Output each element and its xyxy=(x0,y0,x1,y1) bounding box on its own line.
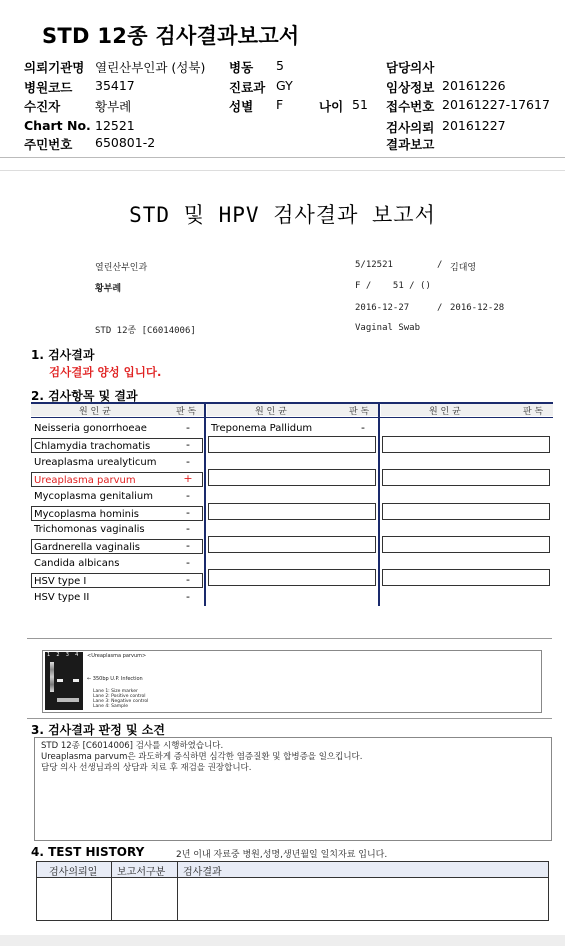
pathogen-name: Gardnerella vaginalis xyxy=(31,539,203,554)
pathogen-judge: - xyxy=(186,556,190,569)
patient-value: 황부례 xyxy=(95,99,132,114)
specimen: Vaginal Swab xyxy=(355,323,421,333)
col3-judge-header: 판 독 xyxy=(523,407,544,417)
chart-value: 12521 xyxy=(95,118,135,133)
positive-result-text: 검사결과 양성 입니다. xyxy=(49,365,162,379)
opinion-line-3: 담당 의사 선생님과의 상담과 치료 후 재검을 권장합니다. xyxy=(41,763,252,773)
section-3-title: 3. 검사결과 판정 및 소견 xyxy=(31,723,165,737)
clinical-value: 20161226 xyxy=(442,78,506,93)
clinic-name: 열린산부인과 xyxy=(95,263,148,273)
pathogen-judge: - xyxy=(186,573,190,586)
test-code: STD 12종 [C6014006] xyxy=(95,326,196,336)
receipt-value: 20161227-17617 xyxy=(442,97,550,112)
slash-1: / xyxy=(437,260,443,270)
gel-top-rule xyxy=(27,638,552,639)
requested-label: 검사의뢰 xyxy=(386,120,435,135)
table-header-col1 xyxy=(31,404,205,416)
slash-2: / xyxy=(437,303,443,313)
gel-legend-3: Lane 3: Negative control xyxy=(93,699,149,704)
sex-value: F xyxy=(276,97,284,112)
history-col-report-type: 보고서구분 xyxy=(117,867,166,878)
pathogen-name: Ureaplasma parvum xyxy=(31,472,203,487)
empty-result-box xyxy=(208,436,376,453)
date-received: 2016-12-27 xyxy=(355,303,410,313)
history-note: 2년 이내 자료중 병원,성명,생년월일 일치자료 입니다. xyxy=(176,850,388,860)
pathogen-name: HSV type II xyxy=(34,592,90,603)
doctor-label: 담당의사 xyxy=(386,60,435,75)
col1-pathogen-header: 원 인 균 xyxy=(79,407,111,417)
empty-result-box xyxy=(208,536,376,553)
report-title: STD 12종 검사결과보고서 xyxy=(42,24,300,48)
history-col-result: 검사결과 xyxy=(183,867,222,878)
pathogen-judge: - xyxy=(186,421,190,434)
opinion-line-1: STD 12종 [C6014006] 검사를 시행하였습니다. xyxy=(41,741,224,751)
pathogen-name: Mycoplasma hominis xyxy=(31,506,203,521)
empty-result-box xyxy=(382,436,550,453)
pathogen-name: Mycoplasma genitalium xyxy=(34,491,153,502)
history-col-divider-2 xyxy=(177,862,178,920)
empty-result-box xyxy=(382,569,550,586)
pathogen-name: HSV type I xyxy=(31,573,203,588)
rrn-label: 주민번호 xyxy=(24,137,73,152)
col2-pathogen-header: 원 인 균 xyxy=(255,407,287,417)
history-header xyxy=(37,862,548,878)
pathogen-name: Candida albicans xyxy=(34,558,120,569)
hospital-code-label: 병원코드 xyxy=(24,80,73,95)
pathogen-judge: - xyxy=(186,438,190,451)
gel-picture xyxy=(45,652,83,710)
col3-pathogen-header: 원 인 균 xyxy=(429,407,461,417)
section-2-title: 2. 검사항목 및 결과 xyxy=(31,389,138,403)
date-reported: 2016-12-28 xyxy=(450,303,505,313)
pathogen-judge: - xyxy=(186,455,190,468)
table-header-col2 xyxy=(207,404,379,416)
empty-result-box xyxy=(208,469,376,486)
marker-ladder xyxy=(50,662,54,692)
patient-label: 수진자 xyxy=(24,99,61,114)
history-col-request-date: 검사의뢰일 xyxy=(49,867,98,878)
gel-legend-2: Lane 2: Positive control xyxy=(93,694,146,699)
dept-label: 진료과 xyxy=(229,80,266,95)
age-value: 51 xyxy=(352,97,368,112)
primer-dimer xyxy=(57,698,79,702)
receipt-label: 접수번호 xyxy=(386,99,435,114)
header-divider-2 xyxy=(0,170,565,171)
doctor-name: 김대영 xyxy=(450,263,477,273)
dept-value: GY xyxy=(276,78,293,93)
section-1-title: 1. 검사결과 xyxy=(31,348,95,362)
col1-judge-header: 판 독 xyxy=(176,407,197,417)
section-4-title: 4. TEST HISTORY xyxy=(31,845,145,859)
gel-legend-4: Lane 4: Sample xyxy=(93,704,128,709)
gel-bottom-rule xyxy=(27,718,552,719)
pathogen-judge: - xyxy=(186,522,190,535)
empty-result-box xyxy=(208,503,376,520)
pathogen-name: Chlamydia trachomatis xyxy=(31,438,203,453)
sex-age: F / 51 / () xyxy=(355,281,431,291)
table-header-col3 xyxy=(381,404,553,416)
treponema-judge: - xyxy=(361,421,365,434)
gel-title: <Ureaplasma parvum> xyxy=(87,653,147,659)
empty-result-box xyxy=(382,503,550,520)
sample-band xyxy=(73,679,79,682)
rrn-value: 650801-2 xyxy=(95,135,156,150)
table-divider-1 xyxy=(204,402,206,606)
positive-band xyxy=(57,679,63,682)
hospital-code-value: 35417 xyxy=(95,78,135,93)
clinical-label: 임상정보 xyxy=(386,80,435,95)
gel-band-label: ← 350bp U.P. Infection xyxy=(87,676,143,682)
col2-judge-header: 판 독 xyxy=(349,407,370,417)
pathogen-judge: - xyxy=(186,489,190,502)
history-col-divider-1 xyxy=(111,862,112,920)
pathogen-name: Ureaplasma urealyticum xyxy=(34,457,157,468)
pathogen-judge: - xyxy=(186,590,190,603)
page-bottom-margin xyxy=(0,935,565,946)
chart-label: Chart No. xyxy=(24,118,91,133)
institution-label: 의뢰기관명 xyxy=(24,60,85,75)
treponema-name: Treponema Pallidum xyxy=(211,423,313,434)
gel-lane-numbers: 1 2 3 4 xyxy=(47,652,80,658)
table-header-bottom-line xyxy=(31,417,553,418)
pathogen-name: Neisseria gonorrhoeae xyxy=(34,423,147,434)
empty-result-box xyxy=(382,469,550,486)
gel-legend-1: Lane 1: Size marker xyxy=(93,689,138,694)
empty-result-box xyxy=(208,569,376,586)
gel-electrophoresis-image xyxy=(42,650,542,713)
opinion-line-2: Ureaplasma parvum은 과도하게 증식하면 심각한 염증질환 및 합병증을 일으킵니다. xyxy=(41,752,363,762)
result-report-label: 결과보고 xyxy=(386,137,435,152)
patient-name: 황부례 xyxy=(95,284,122,294)
inner-report-title: STD 및 HPV 검사결과 보고서 xyxy=(129,203,436,227)
ward-value: 5 xyxy=(276,58,284,73)
ward-label: 병동 xyxy=(229,60,254,75)
pathogen-judge: - xyxy=(186,539,190,552)
opinion-box xyxy=(34,737,552,841)
institution-value: 열린산부인과 (성북) xyxy=(95,60,206,75)
pathogen-judge: + xyxy=(183,472,193,485)
id-line: 5/12521 xyxy=(355,260,393,270)
table-divider-2 xyxy=(378,402,380,606)
gel-legend xyxy=(93,689,148,709)
header-divider xyxy=(0,157,565,158)
sex-label: 성별 xyxy=(229,99,254,114)
pathogen-name: Trichomonas vaginalis xyxy=(34,524,145,535)
requested-value: 20161227 xyxy=(442,118,506,133)
pathogen-judge: - xyxy=(186,506,190,519)
history-table xyxy=(36,861,549,921)
age-label: 나이 xyxy=(319,99,344,114)
empty-result-box xyxy=(382,536,550,553)
